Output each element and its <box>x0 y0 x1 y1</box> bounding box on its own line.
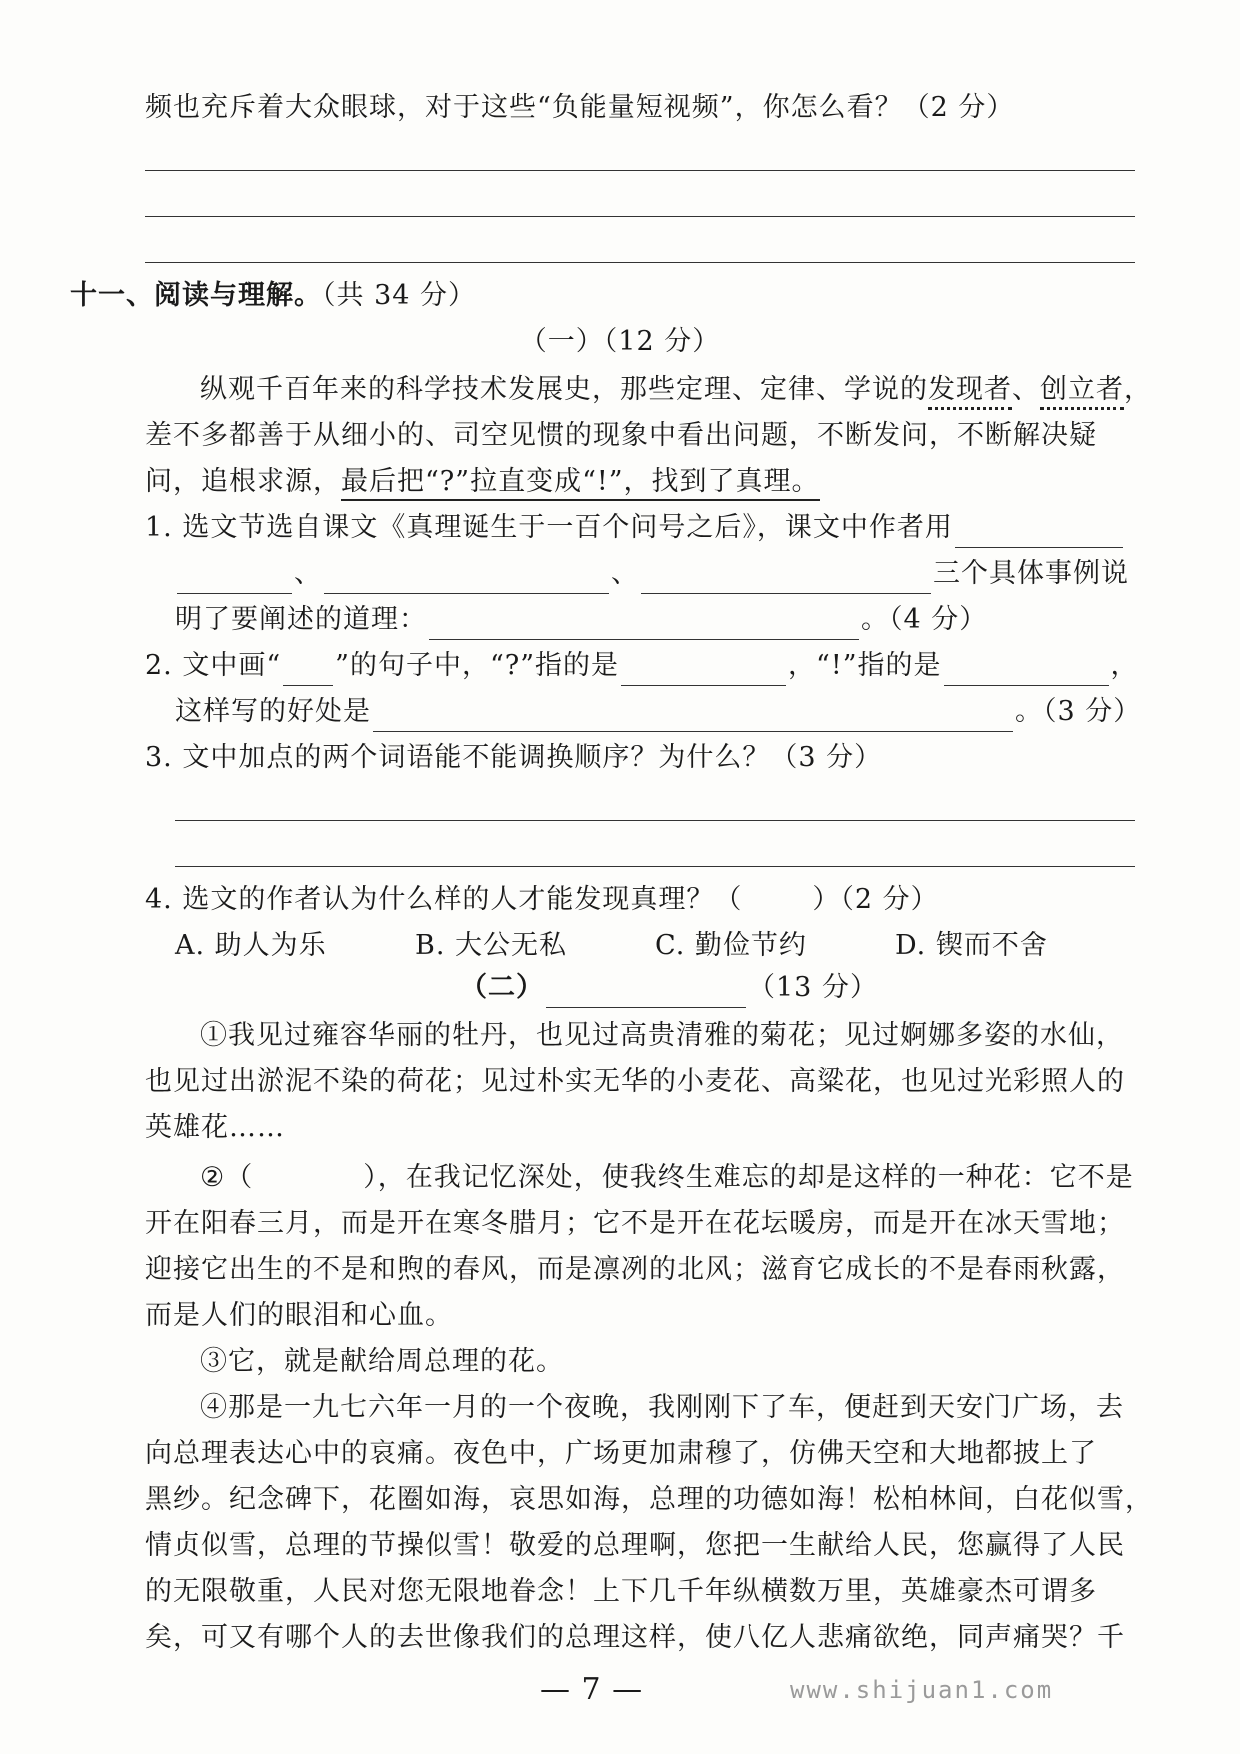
dotted-word-1: 发现者 <box>928 374 1012 410</box>
part1-para-line1 <box>200 370 1152 410</box>
page-number: — 7 — <box>540 1672 644 1707</box>
part1-heading: （一）（12 分） <box>519 326 721 357</box>
p1-line2: 也见过出淤泥不染的荷花；见过朴实无华的小麦花、高粱花，也见过光彩照人的 <box>145 1066 1125 1097</box>
p2-line4: 而是人们的眼泪和心血。 <box>145 1300 453 1331</box>
q1-blank-1[interactable] <box>955 517 1123 548</box>
q4-option-d[interactable]: D. 锲而不舍 <box>895 930 1048 961</box>
answer-line-3[interactable] <box>145 262 1135 263</box>
underlined-sentence: 最后把“?”拉直变成“!”，找到了真理。 <box>341 466 820 501</box>
part2-heading <box>460 968 878 1008</box>
separator: 、 <box>294 558 322 589</box>
q4-option-a[interactable]: A. 助人为乐 <box>175 930 327 961</box>
q2-underline-sample <box>283 655 333 686</box>
q4-line <box>145 880 939 920</box>
q1-line2 <box>175 554 1129 594</box>
para-text: ， <box>1124 374 1152 405</box>
q1-blank-5[interactable] <box>429 609 859 640</box>
q2-blank-2[interactable] <box>944 655 1109 686</box>
part2-label: （二） <box>460 972 544 1003</box>
q1-blank-3[interactable] <box>324 563 609 594</box>
top-question-text: 频也充斥着大众眼球，对于这些“负能量短视频”，你怎么看？（2 分） <box>145 92 1015 123</box>
q3-answer-line-1[interactable] <box>175 820 1135 821</box>
q2-blank-3[interactable] <box>373 701 1013 732</box>
q4-option-b[interactable]: B. 大公无私 <box>415 930 568 961</box>
p4-line3: 黑纱。纪念碑下，花圈如海，哀思如海，总理的功德如海！松柏林间，白花似雪， <box>145 1484 1153 1515</box>
q2-text: ”的句子中，“?”指的是 <box>335 650 620 681</box>
section-points: （共 34 分） <box>322 280 477 311</box>
q1-blank-4[interactable] <box>641 563 931 594</box>
p3-line: ③它，就是献给周总理的花。 <box>200 1346 564 1377</box>
p4-line1: ④那是一九七六年一月的一个夜晚，我刚刚下了车，便赶到天安门广场，去 <box>200 1392 1124 1423</box>
q4-points: ）（2 分） <box>812 884 939 915</box>
q2-text: 这样写的好处是 <box>175 696 371 727</box>
p2-line3: 迎接它出生的不是和煦的春风，而是凛冽的北风；滋育它成长的不是春雨秋露， <box>145 1254 1125 1285</box>
p1-line3: 英雄花…… <box>145 1112 285 1143</box>
q1-text: 明了要阐述的道理： <box>175 604 427 635</box>
section-title <box>70 276 476 316</box>
q1-points: 。（4 分） <box>861 604 988 635</box>
q2-line2 <box>175 692 1141 732</box>
q2-text: 2. 文中画“ <box>145 650 282 681</box>
q2-line1 <box>145 646 1139 686</box>
part1-para-line2: 差不多都善于从细小的、司空见惯的现象中看出问题，不断发问，不断解决疑 <box>145 420 1097 451</box>
p2-line1 <box>200 1158 1134 1198</box>
separator: 、 <box>611 558 639 589</box>
para-text: 、 <box>1012 374 1040 405</box>
q3-text: 3. 文中加点的两个词语能不能调换顺序？为什么？（3 分） <box>145 742 883 773</box>
q3-answer-line-2[interactable] <box>175 866 1135 867</box>
p4-line2: 向总理表达心中的哀痛。夜色中，广场更加肃穆了，仿佛天空和大地都披上了 <box>145 1438 1097 1469</box>
q2-text: ，“!”指的是 <box>788 650 942 681</box>
q4-option-c[interactable]: C. 勤俭节约 <box>655 930 807 961</box>
dotted-word-2: 创立者 <box>1040 374 1124 410</box>
para-text: 纵观千百年来的科学技术发展史，那些定理、定律、学说的 <box>200 374 928 405</box>
para-text: ②（ <box>200 1162 254 1193</box>
p4-line5: 的无限敬重，人民对您无限地眷念！上下几千年纵横数万里，英雄豪杰可谓多 <box>145 1576 1097 1607</box>
answer-line-1[interactable] <box>145 170 1135 171</box>
p4-line6: 矣，可又有哪个人的去世像我们的总理这样，使八亿人悲痛欲绝，同声痛哭？千 <box>145 1622 1125 1653</box>
q1-blank-2[interactable] <box>177 563 292 594</box>
watermark: www.shijuan1.com <box>790 1676 1054 1704</box>
q1-line3 <box>175 600 987 640</box>
para-text: ），在我记忆深处，使我终生难忘的却是这样的一种花：它不是 <box>363 1162 1134 1193</box>
p2-line2: 开在阳春三月，而是开在寒冬腊月；它不是开在花坛暖房，而是开在冰天雪地； <box>145 1208 1125 1239</box>
q2-text: ， <box>1110 650 1139 681</box>
q2-blank-1[interactable] <box>621 655 786 686</box>
part2-title-blank[interactable] <box>546 977 746 1008</box>
para-text: 问，追根求源， <box>145 466 341 497</box>
q1-line1 <box>145 508 1125 548</box>
q2-points: 。（3 分） <box>1015 696 1142 727</box>
answer-line-2[interactable] <box>145 216 1135 217</box>
p1-line1: ①我见过雍容华丽的牡丹，也见过高贵清雅的菊花；见过婀娜多姿的水仙， <box>200 1020 1124 1051</box>
part2-points: （13 分） <box>748 972 878 1003</box>
section-title-text: 十一、阅读与理解。 <box>70 280 322 311</box>
part1-para-line3 <box>145 462 820 502</box>
q4-text: 4. 选文的作者认为什么样的人才能发现真理？（ <box>145 884 743 915</box>
p4-line4: 情贞似雪，总理的节操似雪！敬爱的总理啊，您把一生献给人民，您赢得了人民 <box>145 1530 1125 1561</box>
q1-text: 三个具体事例说 <box>933 558 1129 589</box>
q1-text: 1. 选文节选自课文《真理诞生于一百个问号之后》，课文中作者用 <box>145 512 953 543</box>
